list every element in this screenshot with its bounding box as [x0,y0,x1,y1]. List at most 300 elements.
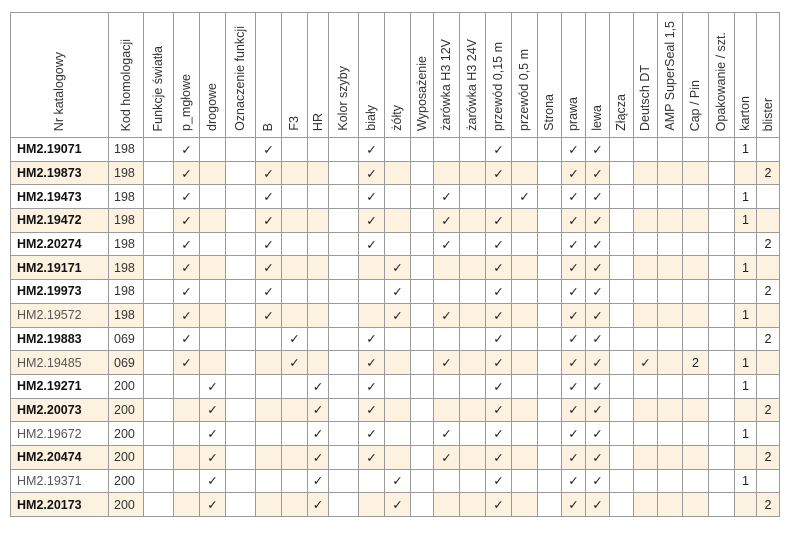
table-cell [200,232,226,256]
table-cell [460,374,486,398]
check-mark: ✓ [486,493,512,517]
table-cell [512,209,538,233]
check-mark: ✓ [359,422,385,446]
table-cell [308,232,329,256]
table-cell [658,374,683,398]
check-mark: ✓ [586,209,610,233]
check-mark: ✓ [562,256,586,280]
column-header-label: żarówka H3 24V [465,39,480,131]
table-cell [460,256,486,280]
check-mark: ✓ [174,185,200,209]
table-cell [538,185,562,209]
table-cell [735,493,757,517]
table-cell [460,327,486,351]
check-mark: ✓ [562,185,586,209]
table-row [11,493,780,517]
check-mark: ✓ [256,161,282,185]
table-cell [634,161,658,185]
quantity-value: 2 [757,161,780,185]
table-cell [144,185,174,209]
table-cell [709,422,735,446]
check-mark: ✓ [256,185,282,209]
table-cell [200,351,226,375]
table-cell [757,138,780,162]
homologation-code: 200 [109,422,144,446]
table-cell [434,327,460,351]
column-header-label: p_mgłowe [179,74,194,131]
table-cell [683,469,709,493]
table-cell [282,303,308,327]
table-cell [512,138,538,162]
table-cell [200,161,226,185]
check-mark: ✓ [562,493,586,517]
check-mark: ✓ [486,351,512,375]
table-cell [359,280,385,304]
column-header-zolty [385,13,411,138]
table-cell [226,280,256,304]
table-cell [411,374,434,398]
check-mark: ✓ [174,327,200,351]
check-mark: ✓ [359,161,385,185]
table-cell [683,303,709,327]
quantity-value: 2 [757,280,780,304]
table-cell [308,161,329,185]
check-mark: ✓ [200,374,226,398]
table-cell [144,209,174,233]
table-cell [460,422,486,446]
table-cell [658,351,683,375]
table-cell [434,374,460,398]
table-cell [610,303,634,327]
check-mark: ✓ [308,469,329,493]
table-cell [735,327,757,351]
column-header-strona [538,13,562,138]
quantity-value: 2 [757,327,780,351]
check-mark: ✓ [256,209,282,233]
column-header-bialy [359,13,385,138]
table-cell [512,280,538,304]
table-cell [411,422,434,446]
check-mark: ✓ [385,280,411,304]
check-mark: ✓ [562,374,586,398]
table-cell [610,232,634,256]
table-cell [512,422,538,446]
table-cell [385,422,411,446]
catalog-number: HM2.19883 [11,327,109,351]
column-header-opakowanie-szt [709,13,735,138]
homologation-code: 198 [109,256,144,280]
check-mark: ✓ [434,185,460,209]
column-header-cap-pin [683,13,709,138]
check-mark: ✓ [486,445,512,469]
check-mark: ✓ [586,256,610,280]
table-cell [329,256,359,280]
quantity-value: 1 [735,185,757,209]
table-cell [512,351,538,375]
table-cell [174,493,200,517]
column-header-kod-homologacji [109,13,144,138]
table-cell [385,374,411,398]
table-cell [683,232,709,256]
table-cell [329,422,359,446]
quantity-value: 1 [735,256,757,280]
table-cell [282,138,308,162]
check-mark: ✓ [256,138,282,162]
table-cell [200,209,226,233]
table-cell [757,374,780,398]
table-cell [226,398,256,422]
check-mark: ✓ [486,303,512,327]
table-cell [634,374,658,398]
check-mark: ✓ [486,161,512,185]
table-cell [385,138,411,162]
homologation-code: 198 [109,232,144,256]
table-cell [174,398,200,422]
table-cell [634,445,658,469]
table-row [11,327,780,351]
table-cell [658,232,683,256]
table-row [11,303,780,327]
table-row [11,445,780,469]
check-mark: ✓ [385,256,411,280]
check-mark: ✓ [562,209,586,233]
table-cell [634,469,658,493]
check-mark: ✓ [586,161,610,185]
table-cell [658,185,683,209]
catalog-number: HM2.19672 [11,422,109,446]
table-cell [683,327,709,351]
table-cell [683,398,709,422]
column-header-blister [757,13,780,138]
table-cell [610,280,634,304]
table-cell [658,327,683,351]
table-cell [658,280,683,304]
table-cell [282,256,308,280]
check-mark: ✓ [562,161,586,185]
check-mark: ✓ [434,232,460,256]
table-cell [683,256,709,280]
table-cell [757,256,780,280]
table-cell [683,185,709,209]
check-mark: ✓ [434,209,460,233]
table-cell [757,209,780,233]
homologation-code: 200 [109,493,144,517]
quantity-value: 2 [757,398,780,422]
column-header-label: HR [310,112,325,131]
table-cell [683,161,709,185]
table-cell [634,185,658,209]
table-cell [538,256,562,280]
column-header-label: Strona [542,94,557,131]
table-cell [460,185,486,209]
table-cell [282,161,308,185]
table-cell [709,303,735,327]
column-header-zlacza [610,13,634,138]
table-cell [282,209,308,233]
table-cell [144,303,174,327]
table-cell [610,422,634,446]
table-cell [226,445,256,469]
table-cell [411,209,434,233]
table-cell [757,303,780,327]
catalog-number: HM2.19071 [11,138,109,162]
check-mark: ✓ [586,398,610,422]
column-header-p-mglowe [174,13,200,138]
column-header-label: Opakowanie / szt. [714,31,729,131]
table-cell [434,280,460,304]
table-row [11,374,780,398]
table-cell [610,351,634,375]
table-cell [610,493,634,517]
check-mark: ✓ [359,232,385,256]
check-mark: ✓ [434,351,460,375]
check-mark: ✓ [586,374,610,398]
check-mark: ✓ [174,280,200,304]
table-cell [308,138,329,162]
table-cell [411,138,434,162]
check-mark: ✓ [282,351,308,375]
table-cell [683,280,709,304]
table-cell [411,398,434,422]
table-cell [460,398,486,422]
column-header-przewod-0-5-m [512,13,538,138]
table-cell [434,398,460,422]
table-cell [226,303,256,327]
table-cell [385,161,411,185]
catalog-number: HM2.19873 [11,161,109,185]
check-mark: ✓ [359,185,385,209]
table-cell [144,398,174,422]
table-row [11,469,780,493]
table-cell [460,303,486,327]
table-cell [658,398,683,422]
quantity-value: 1 [735,138,757,162]
column-header-label: żarówka H3 12V [439,39,454,131]
table-cell [538,138,562,162]
column-header-label: prawa [566,96,581,131]
table-cell [709,398,735,422]
table-cell [658,209,683,233]
column-header-zarowka-h3-24v [460,13,486,138]
catalog-number: HM2.19973 [11,280,109,304]
product-catalog-table [10,12,780,517]
catalog-number: HM2.20073 [11,398,109,422]
table-cell [512,327,538,351]
check-mark: ✓ [562,232,586,256]
table-cell [282,185,308,209]
table-cell [385,232,411,256]
homologation-code: 069 [109,327,144,351]
table-cell [735,232,757,256]
table-row [11,138,780,162]
check-mark: ✓ [282,327,308,351]
check-mark: ✓ [200,469,226,493]
table-cell [634,303,658,327]
check-mark: ✓ [586,280,610,304]
column-header-deutsch-dt [634,13,658,138]
table-cell [634,493,658,517]
check-mark: ✓ [562,351,586,375]
table-cell [200,138,226,162]
table-cell [735,398,757,422]
table-cell [757,185,780,209]
table-row [11,161,780,185]
table-cell [226,351,256,375]
catalog-number: HM2.19473 [11,185,109,209]
column-header-lewa [586,13,610,138]
table-cell [200,303,226,327]
homologation-code: 198 [109,303,144,327]
column-header-label: Nr katalogowy [52,51,67,131]
check-mark: ✓ [562,280,586,304]
check-mark: ✓ [634,351,658,375]
table-cell [735,445,757,469]
table-cell [329,327,359,351]
column-header-drogowe [200,13,226,138]
table-cell [200,327,226,351]
column-header-label: Kolor szyby [336,66,351,131]
table-cell [256,327,282,351]
table-row [11,256,780,280]
table-cell [709,209,735,233]
table-cell [538,351,562,375]
column-header-karton [735,13,757,138]
check-mark: ✓ [174,209,200,233]
table-cell [144,493,174,517]
table-cell [329,138,359,162]
table-cell [709,493,735,517]
table-cell [226,138,256,162]
table-cell [610,374,634,398]
table-cell [683,445,709,469]
column-header-label: Oznaczenie funkcji [233,26,248,131]
table-cell [610,161,634,185]
table-cell [308,185,329,209]
table-row [11,185,780,209]
column-header-prawa [562,13,586,138]
table-cell [538,232,562,256]
table-cell [329,161,359,185]
table-cell [174,374,200,398]
check-mark: ✓ [174,138,200,162]
table-cell [538,445,562,469]
table-cell [411,185,434,209]
check-mark: ✓ [562,303,586,327]
table-cell [512,374,538,398]
check-mark: ✓ [359,327,385,351]
table-cell [226,493,256,517]
table-row [11,280,780,304]
check-mark: ✓ [562,469,586,493]
table-cell [308,303,329,327]
table-cell [460,493,486,517]
homologation-code: 200 [109,374,144,398]
table-cell [200,256,226,280]
check-mark: ✓ [256,303,282,327]
table-cell [434,161,460,185]
check-mark: ✓ [308,422,329,446]
table-cell [174,422,200,446]
table-cell [460,469,486,493]
check-mark: ✓ [434,445,460,469]
table-cell [282,398,308,422]
table-cell [683,422,709,446]
table-cell [200,280,226,304]
table-cell [512,161,538,185]
homologation-code: 200 [109,469,144,493]
table-cell [226,374,256,398]
column-header-przewod-0-15-m [486,13,512,138]
column-header-label: żółty [390,105,405,131]
quantity-value: 1 [735,422,757,446]
column-header-nr-katalogowy [11,13,109,138]
table-cell [610,445,634,469]
table-cell [460,351,486,375]
check-mark: ✓ [586,303,610,327]
table-cell [709,469,735,493]
table-row [11,209,780,233]
check-mark: ✓ [308,374,329,398]
table-row [11,398,780,422]
table-cell [144,327,174,351]
table-cell [144,280,174,304]
column-header-zarowka-h3-12v [434,13,460,138]
check-mark: ✓ [586,232,610,256]
table-cell [683,374,709,398]
table-cell [329,398,359,422]
column-header-label: lewa [590,105,605,131]
catalog-number: HM2.19371 [11,469,109,493]
table-cell [709,374,735,398]
column-header-label: Funkcje światła [151,45,166,131]
table-cell [359,256,385,280]
table-cell [329,232,359,256]
quantity-value: 2 [757,445,780,469]
table-cell [709,256,735,280]
column-header-amp-superseal-1-5 [658,13,683,138]
table-cell [709,161,735,185]
table-cell [434,469,460,493]
table-cell [538,280,562,304]
table-cell [512,398,538,422]
column-header-funkcje-swiatla [144,13,174,138]
column-header-label: Wyposażenie [414,56,429,131]
table-cell [385,445,411,469]
table-cell [144,374,174,398]
check-mark: ✓ [174,161,200,185]
check-mark: ✓ [308,398,329,422]
table-cell [658,445,683,469]
table-cell [282,469,308,493]
table-cell [329,209,359,233]
table-cell [411,351,434,375]
table-cell [329,374,359,398]
table-cell [226,161,256,185]
catalog-number: HM2.20173 [11,493,109,517]
table-cell [634,232,658,256]
table-cell [411,280,434,304]
table-cell [538,161,562,185]
check-mark: ✓ [359,209,385,233]
check-mark: ✓ [486,138,512,162]
check-mark: ✓ [200,422,226,446]
table-cell [411,303,434,327]
table-cell [709,232,735,256]
table-cell [144,161,174,185]
table-cell [144,469,174,493]
table-cell [709,185,735,209]
table-row [11,232,780,256]
